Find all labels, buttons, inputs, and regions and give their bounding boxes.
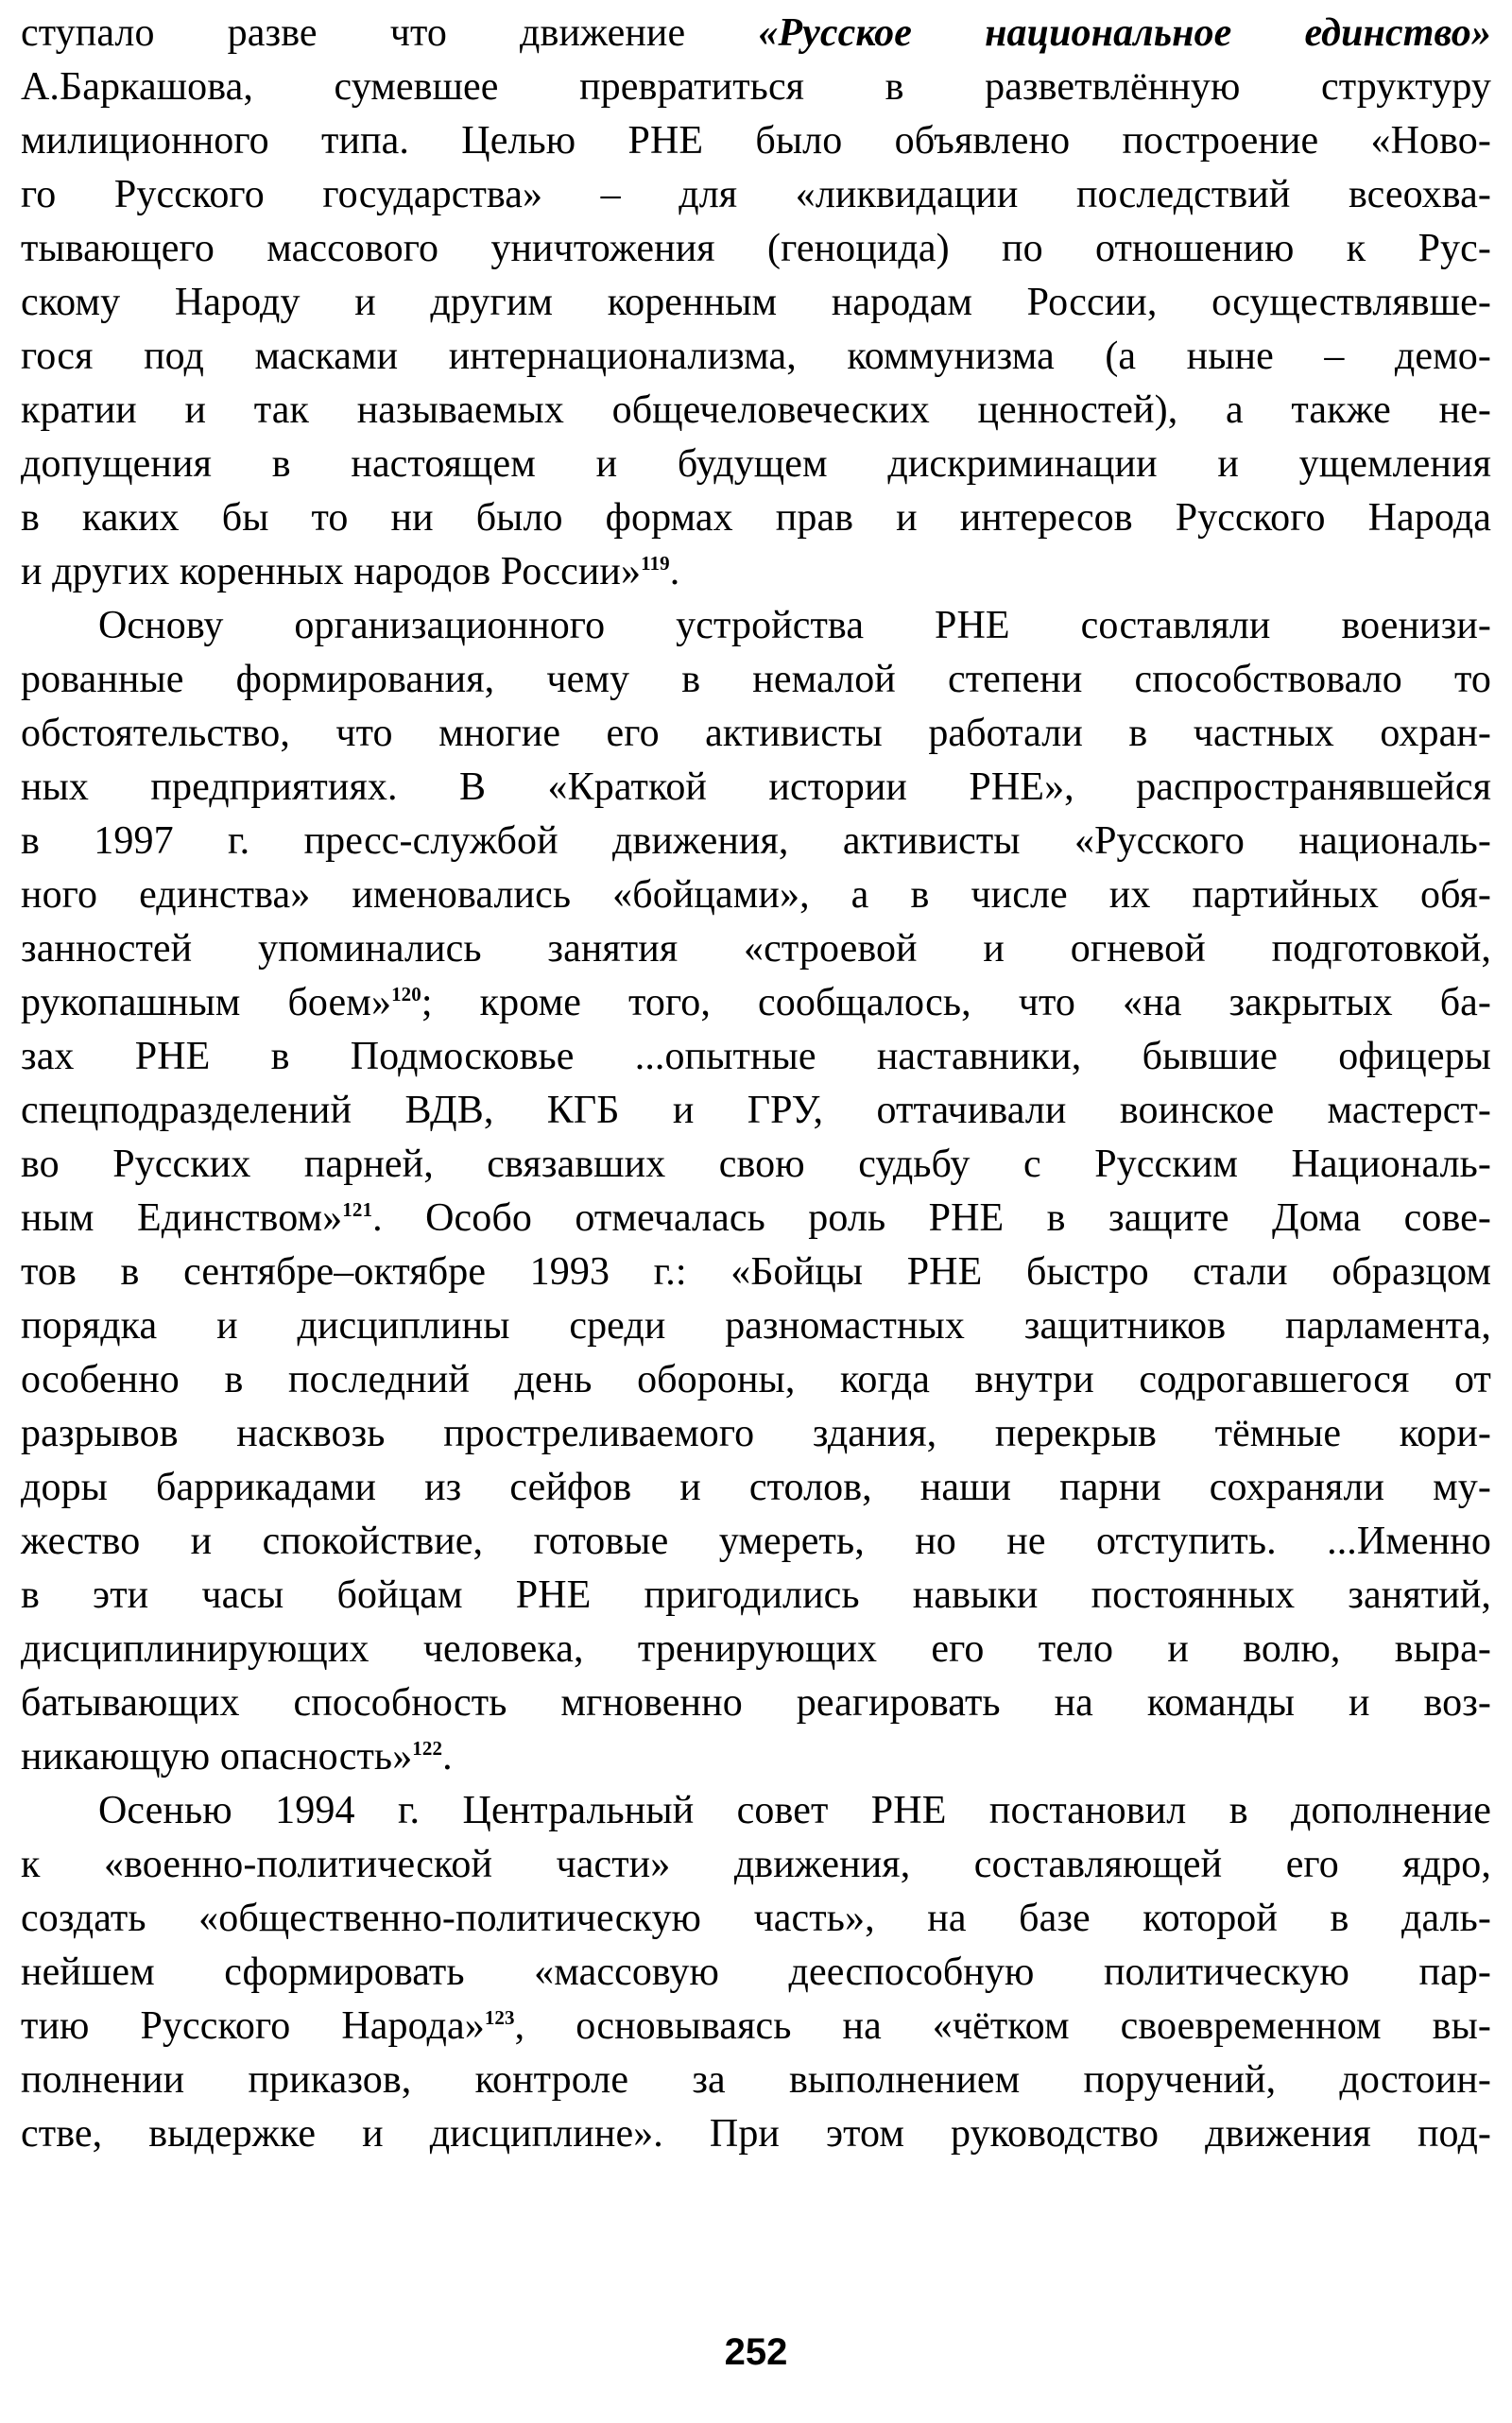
text-line-13: рованные формирования, чему в немалой степени способствовало то — [21, 658, 1491, 701]
text-line-3: милиционного типа. Целью РНЕ было объявлено построение «Ново- — [21, 119, 1491, 163]
text-line-38: тию Русского Народа»$^{123}$, основываясь на «чётком своевременном вы- — [21, 2004, 1491, 2048]
text-line-27: разрывов насквозь простреливаемого здания, перекрыв тёмные кори- — [21, 1412, 1491, 1455]
text-line-33: никающую опасность»$^{122}$. — [21, 1735, 453, 1779]
footnote-ref: 123 — [484, 2006, 515, 2029]
emphasis-text: «Русское национальное единство» — [758, 11, 1491, 55]
text-line-11: и других коренных народов России»$^{119}$. — [21, 550, 680, 593]
text-line-2: А.Баркашова, сумевшее превратиться в разветвлённую структуру — [21, 65, 1491, 109]
text-line-39: полнении приказов, контроле за выполнением поручений, достоин- — [21, 2058, 1491, 2102]
text-line-36: создать «общественно-политическую часть», на базе которой в даль- — [21, 1897, 1491, 1940]
text-line-29: жество и спокойствие, готовые умереть, но не отступить. ...Именно — [21, 1520, 1491, 1563]
text-line-25: порядка и дисциплины среди разномастных защитников парламента, — [21, 1304, 1491, 1348]
text-line-1: ступало разве что движение «Русское национальное единство» — [21, 11, 1491, 55]
footnote-ref: 120 — [391, 983, 421, 1005]
text-line-26: особенно в последний день обороны, когда внутри содрогавшегося от — [21, 1358, 1491, 1401]
text-line-24: тов в сентябре–октябре 1993 г.: «Бойцы РНЕ быстро стали образцом — [21, 1250, 1491, 1294]
text-line-9: допущения в настоящем и будущем дискриминации и ущемления — [21, 442, 1491, 486]
page-number: 252 — [724, 2331, 788, 2373]
text-line-31: дисциплинирующих человека, тренирующих его тело и волю, выра- — [21, 1627, 1491, 1671]
text-line-10: в каких бы то ни было формах прав и интересов Русского Народа — [21, 496, 1491, 540]
footnote-ref: 119 — [641, 552, 670, 575]
text-line-19: рукопашным боем»$^{120}$; кроме того, сообщалось, что «на закрытых ба- — [21, 981, 1491, 1024]
text-line-18: занностей упоминались занятия «строевой и огневой подготовкой, — [21, 927, 1491, 971]
text-line-21: спецподразделений ВДВ, КГБ и ГРУ, оттачивали воинское мастерст- — [21, 1089, 1491, 1132]
text-line-16: в 1997 г. пресс-службой движения, активисты «Русского националь- — [21, 819, 1491, 863]
text-line-12: Основу организационного устройства РНЕ составляли военизи- — [98, 604, 1491, 647]
footnote-ref: 121 — [342, 1198, 373, 1221]
text-line-7: гося под масками интернационализма, коммунизма (а ныне – демо- — [21, 335, 1491, 378]
footnote-ref: 122 — [412, 1737, 443, 1760]
text-line-5: тывающего массового уничтожения (геноцида) по отношению к Рус- — [21, 227, 1491, 270]
text-line-15: ных предприятиях. В «Краткой истории РНЕ», распространявшейся — [21, 765, 1491, 809]
text-line-8: кратии и так называемых общечеловеческих ценностей), а также не- — [21, 388, 1491, 432]
text-line-4: го Русского государства» – для «ликвидации последствий всеохва- — [21, 173, 1491, 216]
text-line-30: в эти часы бойцам РНЕ пригодились навыки постоянных занятий, — [21, 1573, 1491, 1617]
text-line-28: доры баррикадами из сейфов и столов, наши парни сохраняли му- — [21, 1466, 1491, 1509]
text-line-6: скому Народу и другим коренным народам России, осуществлявше- — [21, 281, 1491, 324]
text-line-34: Осенью 1994 г. Центральный совет РНЕ постановил в дополнение — [98, 1789, 1491, 1832]
text-line-40: стве, выдержке и дисциплине». При этом руководство движения под- — [21, 2112, 1491, 2156]
text-line-23: ным Единством»$^{121}$. Особо отмечалась роль РНЕ в защите Дома сове- — [21, 1196, 1491, 1240]
text-line-14: обстоятельство, что многие его активисты работали в частных охран- — [21, 712, 1491, 755]
text-line-37: нейшем сформировать «массовую дееспособную политическую пар- — [21, 1950, 1491, 1994]
text-line-32: батывающих способность мгновенно реагировать на команды и воз- — [21, 1681, 1491, 1725]
text-line-35: к «военно-политической части» движения, составляющей его ядро, — [21, 1843, 1491, 1886]
text-line-20: зах РНЕ в Подмосковье ...опытные наставники, бывшие офицеры — [21, 1035, 1491, 1078]
text-line-22: во Русских парней, связавших свою судьбу с Русским Националь- — [21, 1143, 1491, 1186]
text-line-17: ного единства» именовались «бойцами», а в числе их партийных обя- — [21, 873, 1491, 917]
